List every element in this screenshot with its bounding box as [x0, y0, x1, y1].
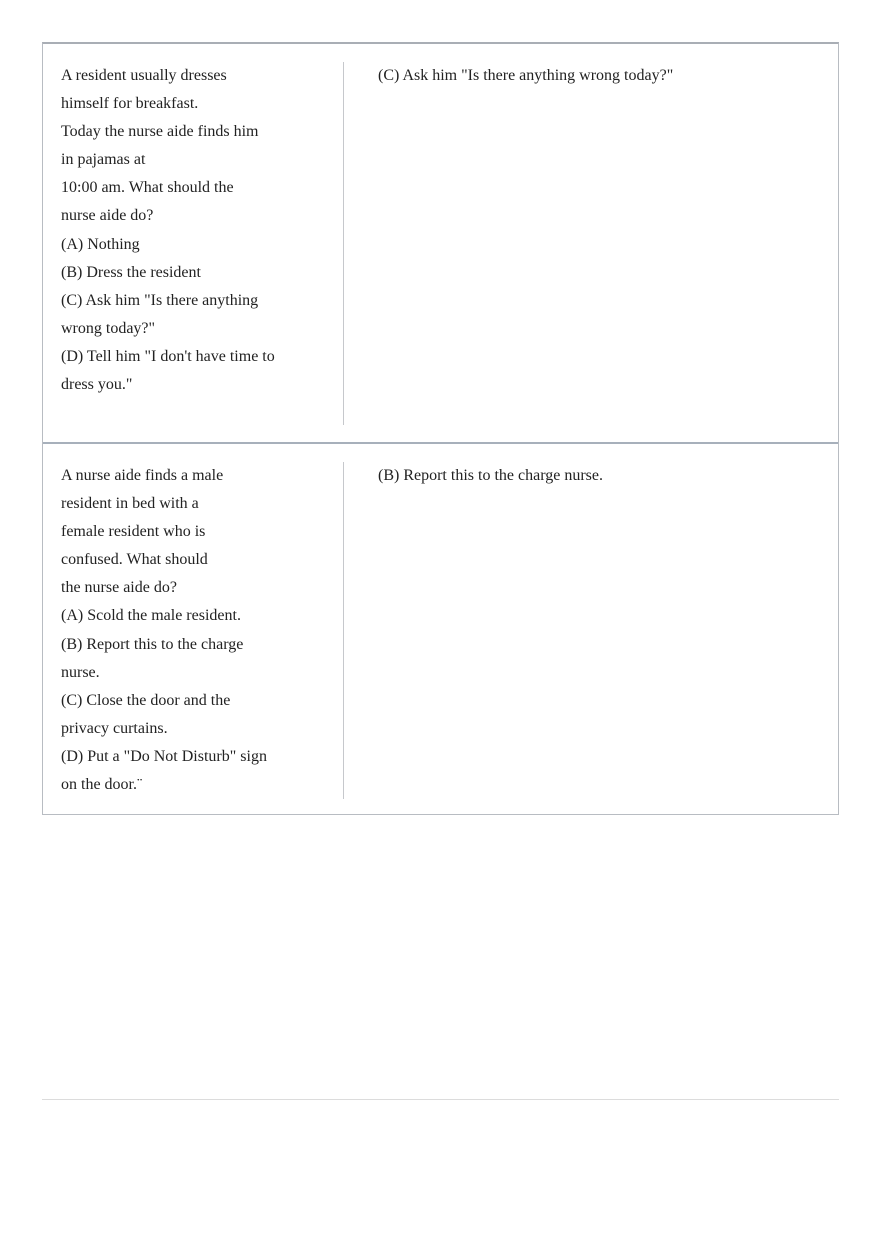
term-line: privacy curtains.	[61, 719, 168, 737]
footer-divider	[42, 1099, 839, 1100]
term-line: (B) Dress the resident	[61, 263, 201, 281]
term-line: nurse aide do?	[61, 207, 154, 225]
term-line: (C) Ask him "Is there anything	[61, 291, 259, 309]
term-line: (A) Nothing	[61, 235, 140, 253]
term-line: the nurse aide do?	[61, 579, 177, 597]
term-line: A nurse aide finds a male	[61, 467, 224, 484]
term-line: (A) Scold the male resident.	[61, 607, 241, 625]
term-line: himself for breakfast.	[61, 95, 199, 113]
flashcard-definition: (C) Ask him "Is there anything wrong today?"	[378, 67, 674, 84]
flashcard	[43, 442, 838, 814]
term-line: (C) Close the door and the	[61, 691, 231, 709]
term-line: A resident usually dresses	[61, 67, 227, 84]
term-line: confused. What should	[61, 551, 208, 569]
term-line: nurse.	[61, 663, 100, 681]
flashcard-definition: (B) Report this to the charge nurse.	[378, 467, 603, 484]
term-line: (B) Report this to the charge	[61, 635, 244, 653]
term-line: dress you."	[61, 376, 133, 394]
term-line: 10:00 am. What should the	[61, 179, 234, 197]
term-line: (D) Tell him "I don't have time to	[61, 347, 275, 365]
flashcard-term	[61, 62, 301, 399]
flashcard-term	[61, 462, 301, 799]
term-line: on the door.¨	[61, 776, 143, 794]
term-line: Today the nurse aide finds him	[61, 123, 259, 141]
column-divider	[343, 62, 344, 425]
term-line: female resident who is	[61, 523, 206, 541]
term-line: (D) Put a "Do Not Disturb" sign	[61, 747, 267, 765]
term-line: in pajamas at	[61, 151, 146, 169]
column-divider	[343, 462, 344, 799]
term-line: wrong today?"	[61, 319, 156, 337]
flashcard-list	[42, 42, 839, 815]
flashcard	[43, 44, 838, 442]
term-line: resident in bed with a	[61, 495, 199, 513]
